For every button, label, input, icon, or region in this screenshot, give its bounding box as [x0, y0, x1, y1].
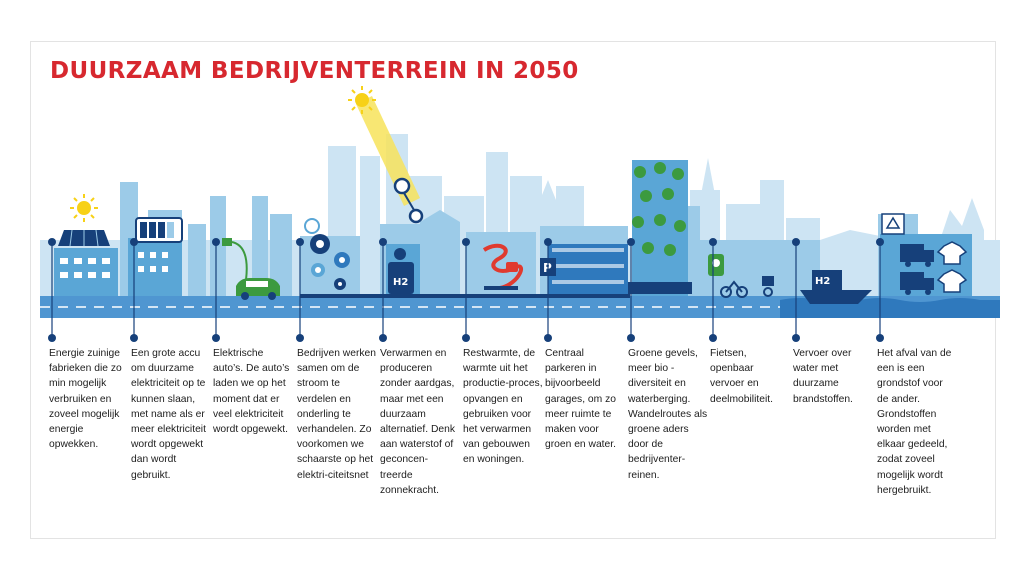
hydrogen-label: H2 [393, 277, 409, 288]
topic-central-parking-text: Centraal parkeren in bijvoorbeeld garages, om zo meer ruimte te maken voor groen en water. [545, 348, 616, 451]
ship-label: H2 [815, 276, 831, 287]
topic-residual-heat-text: Restwarmte, de warmte uit het productie-proces, opvangen en gebruiken voor het verwarmen van gebouwen en woningen. [463, 348, 543, 466]
topic-electric-cars-text: Elektrische auto’s. De auto’s laden we op het moment dat er veel elektriciteit wordt opgewekt. [213, 348, 290, 436]
topic-battery-text: Een grote accu om duurzame elektriciteit op te kunnen slaan, met name als er meer elektriciteit wordt opgewekt dan wordt gebruikt. [131, 348, 206, 481]
topic-heating-text: Verwarmen en produceren zonder aardgas, maar met een duurzaam alternatief. Denk aan waterstof of geconcen-treerde zonnekracht. [380, 348, 455, 496]
recycling-icon [882, 214, 904, 234]
topic-cycling-text: Fietsen, openbaar vervoer en deelmobiliteit. [710, 348, 773, 405]
parking-sign: P [543, 261, 552, 275]
central-strip [300, 294, 630, 298]
topic-water-transport-text: Vervoer over water met duurzame brandstoffen. [793, 348, 853, 405]
topic-grid-cooperation-text: Bedrijven werken samen om de stroom te verdelen en onderling te verhandelen. Zo voorkomen we schaarste op het elektri-citeitsnet [297, 348, 376, 481]
battery-icon [136, 218, 182, 242]
topic-circular-waste-text: Het afval van de een is een grondstof voor de ander. Grondstoffen worden met elkaar gedeeld, zodat zoveel mogelijk wordt hergebruikt. [877, 348, 952, 496]
topic-energy-factory-text: Energie zuinige fabrieken die zo min mogelijk verbruiken en zoveel mogelijk energie opwekken. [49, 348, 122, 451]
solar-panel-icon [58, 230, 110, 246]
page-title: DUURZAAM BEDRIJVENTERREIN IN 2050 [50, 58, 579, 84]
topic-green-facades-text: Groene gevels, meer bio - diversiteit en waterberging. Wandelroutes als groene aders door de bedrijventer-reinen. [628, 348, 708, 481]
sun-icon [70, 194, 98, 222]
parking-garage-icon [540, 244, 628, 294]
green-facade-tower-icon [628, 160, 692, 296]
